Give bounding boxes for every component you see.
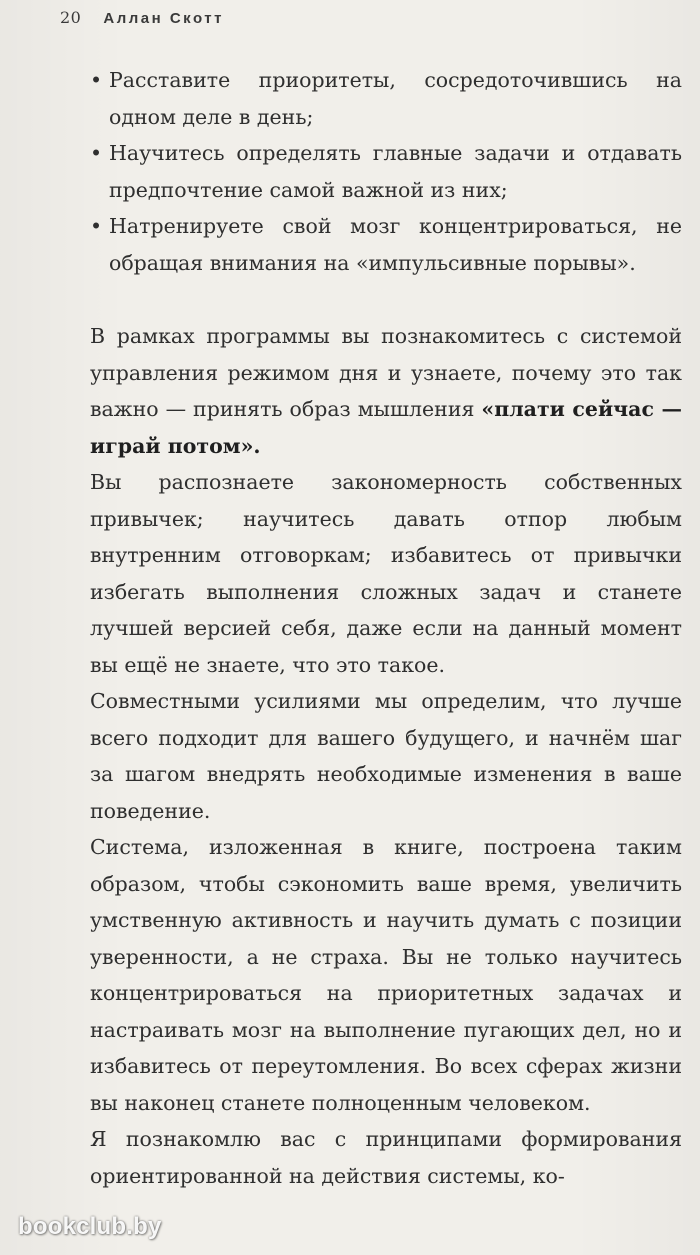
bullet-list	[90, 62, 682, 281]
page-body	[90, 62, 682, 1194]
bullet-item: • Научитесь определять главные задачи и отдавать предпочтение самой важной из них;	[90, 135, 682, 208]
running-head: Аллан Скотт	[103, 10, 224, 27]
paragraph	[90, 318, 682, 464]
paragraph: Я познакомлю вас с принципами формирования ориентированной на действия системы, ко-	[90, 1127, 682, 1188]
watermark: bookclub.by	[18, 1213, 162, 1240]
bullet-item: • Расставите приоритеты, сосредоточившись на одном деле в день;	[90, 62, 682, 135]
paragraph: Совместными усилиями мы определим, что лучше всего подходит для вашего будущего, и начнём шаг за шагом внедрять необходимые изменения в ваше поведение.	[90, 689, 682, 823]
bullet-item: • Натренируете свой мозг концентрироваться, не обращая внимания на «импульсивные порывы».	[90, 208, 682, 281]
page-number: 20	[60, 8, 82, 27]
paragraph: Система, изложенная в книге, построена таким образом, чтобы сэкономить ваше время, увеличить умственную активность и научить думать с позиции уверенности, а не страха. Вы не только научитесь концентрироваться на приоритетных задачах и настраивать мозг на выполнение пугающих дел, но и избавитесь от переутомления. Во всех сферах жизни вы наконец станете полноценным человеком.	[90, 835, 682, 1115]
bold-phrase: «плати сейчас — играй потом».	[90, 397, 682, 458]
paragraph: Вы распознаете закономерность собственных привычек; научитесь давать отпор любым внутренним отговоркам; избавитесь от привычки избегать выполнения сложных задач и станете лучшей версией себя, даже если на данный момент вы ещё не знаете, что это такое.	[90, 470, 682, 677]
paragraph-text: В рамках программы вы познакомитесь с системой управления режимом дня и узнаете, почему это так важно — принять образ мышления	[90, 324, 682, 421]
page-header	[60, 8, 224, 30]
